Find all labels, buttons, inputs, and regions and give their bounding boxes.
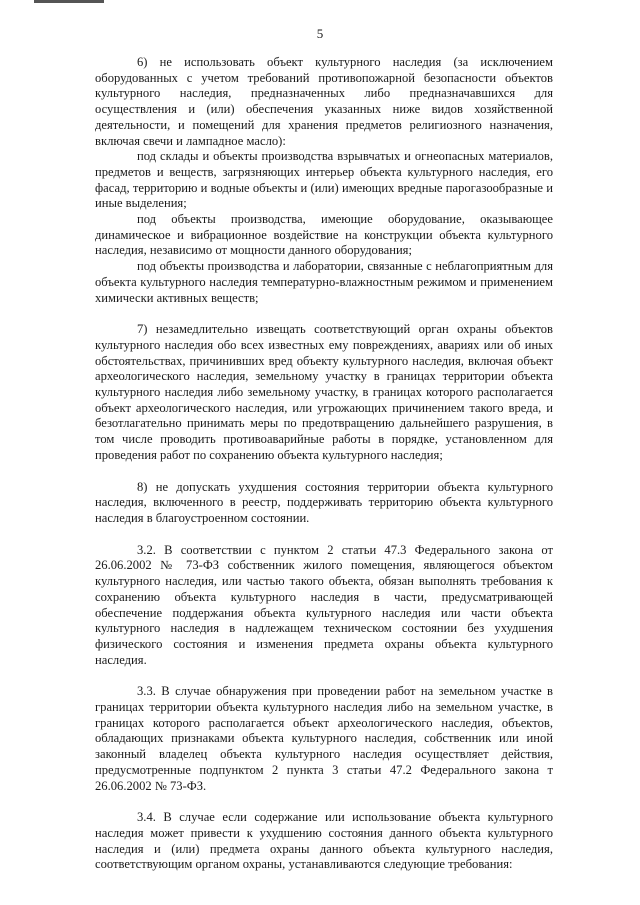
paragraph-6-laboratories: под объекты производства и лаборатории, связанные с неблагоприятным для объекта культурного наследия температурно-влажностным режимом и применением химически активных веществ; bbox=[95, 259, 553, 305]
paragraph-6-warehouses: под склады и объекты производства взрывчатых и огнеопасных материалов, предметов и веществ, загрязняющих интерьер объекта культурного наследия, его фасад, территорию и водные объекты и (или) имеющих вредные парогазообразные и иные выделения; bbox=[95, 149, 553, 211]
paragraph-3-2: 3.2. В соответствии с пунктом 2 статьи 47.3 Федерального закона от 26.06.2002 № 73-ФЗ собственник жилого помещения, являющегося объектом культурного наследия, или частью такого объекта, обязан выполнять требования к сохранению объекта культурного наследия в части, предусматривающей обеспечение поддержания объекта культурного наследия или части объекта культурного наследия в надлежащем техническом состоянии без ухудшения физического состояния и изменения предмета охраны объекта культурного наследия. bbox=[95, 542, 553, 667]
top-edge-mark bbox=[34, 0, 104, 3]
paragraph-6: 6) не использовать объект культурного наследия (за исключением оборудованных с учетом требований противопожарной безопасности объектов культурного наследия, предназначенных либо предназначавшихся для осуществления и (или) обеспечения указанных ниже видов хозяйственной деятельности, и помещений для хранения предметов религиозного назначения, включая свечи и лампадное масло): bbox=[95, 55, 553, 148]
paragraph-8: 8) не допускать ухудшения состояния территории объекта культурного наследия, включенного в реестр, поддерживать территорию объекта культурного наследия в благоустроенном состоянии. bbox=[95, 479, 553, 525]
paragraph-3-3: 3.3. В случае обнаружения при проведении работ на земельном участке в границах территории объекта культурного наследия либо на земельном участке, в границах которого располагается объект археологического наследия, объектов, обладающих признаками объекта культурного наследия, собственник или иной законный владелец объекта культурного наследия осуществляет действия, предусмотренные подпунктом 2 пункта 3 статьи 47.2 Федерального закона т 26.06.2002 № 73-ФЗ. bbox=[95, 684, 553, 793]
page-number: 5 bbox=[316, 26, 324, 41]
document-body bbox=[95, 55, 553, 873]
paragraph-6-production: под объекты производства, имеющие оборудование, оказывающее динамическое и вибрационное воздействие на конструкции объекта культурного наследия, независимо от мощности данного оборудования; bbox=[95, 212, 553, 258]
paragraph-3-4: 3.4. В случае если содержание или использование объекта культурного наследия может привести к ухудшению состояния данного объекта культурного наследия и (или) предмета охраны данного объекта культурного наследия, соответствующим органом охраны, устанавливаются следующие требования: bbox=[95, 810, 553, 872]
paragraph-7: 7) незамедлительно извещать соответствующий орган охраны объектов культурного наследия обо всех известных ему повреждениях, авариях или об иных обстоятельствах, причинивших вред объекту культурного наследия, включая объект археологического наследия, земельному участку в границах территории объекта культурного наследия либо земельному участку, в границах которого располагается объект археологического наследия, или угрожающих причинением такого вреда, и безотлагательно принимать меры по предотвращению дальнейшего разрушения, в том числе проводить противоаварийные работы в порядке, установленном для проведения работ по сохранению объекта культурного наследия; bbox=[95, 322, 553, 462]
